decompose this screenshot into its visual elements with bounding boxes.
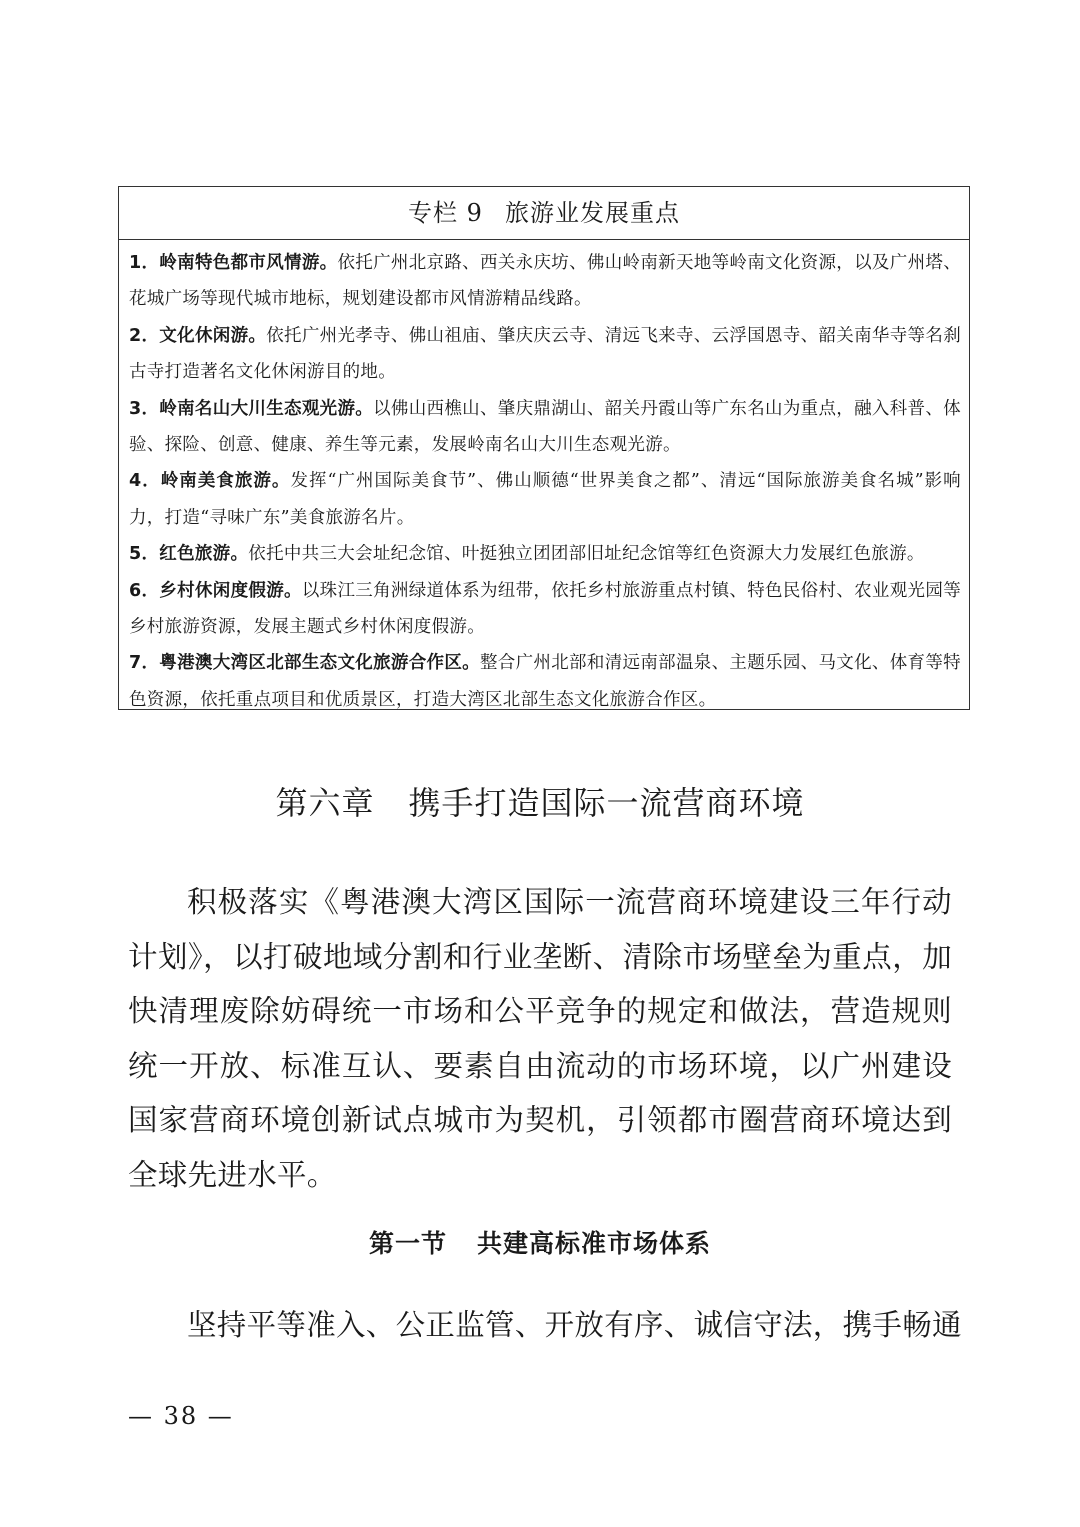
column-item-text: 依托广州北京路、西关永庆坊、佛山岭南新天地等岭南文化资源，以及广州塔、花城广场等现代城市地标，规划建设都市风情游精品线路。 bbox=[129, 253, 961, 310]
section-heading bbox=[0, 1224, 1080, 1260]
section-title: 共建高标准市场体系 bbox=[477, 1229, 712, 1258]
chapter-number: 第六章 bbox=[275, 784, 375, 822]
column-item-text: 依托广州光孝寺、佛山祖庙、肇庆庆云寺、清远飞来寺、云浮国恩寺、韶关南华寺等名刹古寺打造著名文化休闲游目的地。 bbox=[129, 325, 961, 383]
column-item-text: 整合广州北部和清远南部温泉、主题乐园、马文化、体育等特色资源，依托重点项目和优质景区，打造大湾区北部生态文化旅游合作区。 bbox=[129, 653, 961, 710]
column-item bbox=[129, 391, 961, 464]
chapter-heading bbox=[0, 778, 1080, 824]
column-item bbox=[129, 536, 961, 572]
column-item-text: 发挥“广州国际美食节”、佛山顺德“世界美食之都”、清远“国际旅游美食名城”影响力，打造“寻味广东”美食旅游名片。 bbox=[129, 471, 961, 528]
column-title-text: 旅游业发展重点 bbox=[504, 199, 680, 227]
column-item-text: 以珠江三角洲绿道体系为纽带，依托乡村旅游重点村镇、特色民俗村、农业观光园等乡村旅游资源，发展主题式乡村休闲度假游。 bbox=[129, 580, 961, 638]
feature-column-box bbox=[118, 186, 970, 710]
chapter-title: 携手打造国际一流营商环境 bbox=[408, 784, 805, 822]
column-item-lead: 6．乡村休闲度假游。 bbox=[129, 580, 302, 601]
column-item bbox=[129, 463, 961, 536]
section-intro-paragraph: 坚持平等准入、公正监管、开放有序、诚信守法，携手畅通 bbox=[187, 1308, 962, 1342]
column-title bbox=[119, 187, 969, 240]
column-item-lead: 5．红色旅游。 bbox=[129, 544, 249, 565]
column-item bbox=[129, 573, 961, 646]
column-item-text: 依托中共三大会址纪念馆、叶挺独立团团部旧址纪念馆等红色资源大力发展红色旅游。 bbox=[248, 544, 925, 565]
column-item-lead: 3．岭南名山大川生态观光游。 bbox=[129, 398, 374, 419]
column-item bbox=[129, 645, 961, 718]
section-number: 第一节 bbox=[368, 1229, 447, 1258]
chapter-intro-paragraph: 积极落实《粤港澳大湾区国际一流营商环境建设三年行动计划》，以打破地域分割和行业垄断、清除市场壁垒为重点，加快清理废除妨碍统一市场和公平竞争的规定和做法，营造规则统一开放、标准互认、要素自由流动的市场环境，以广州建设国家营商环境创新试点城市为契机，引领都市圈营商环境达到全球先进水平。 bbox=[128, 885, 952, 1192]
column-item-lead: 7．粤港澳大湾区北部生态文化旅游合作区。 bbox=[129, 653, 480, 674]
column-item-text: 以佛山西樵山、肇庆鼎湖山、韶关丹霞山等广东名山为重点，融入科普、体验、探险、创意、健康、养生等元素，发展岭南名山大川生态观光游。 bbox=[129, 398, 961, 456]
column-item-list bbox=[119, 240, 969, 718]
column-item-lead: 2．文化休闲游。 bbox=[129, 325, 267, 346]
column-title-label: 专栏 9 bbox=[408, 199, 483, 227]
page-number: — 38 — bbox=[128, 1402, 234, 1430]
column-item bbox=[129, 245, 961, 318]
column-item-lead: 4．岭南美食旅游。 bbox=[129, 471, 291, 492]
column-item-lead: 1．岭南特色都市风情游。 bbox=[129, 253, 338, 273]
column-item bbox=[129, 318, 961, 391]
